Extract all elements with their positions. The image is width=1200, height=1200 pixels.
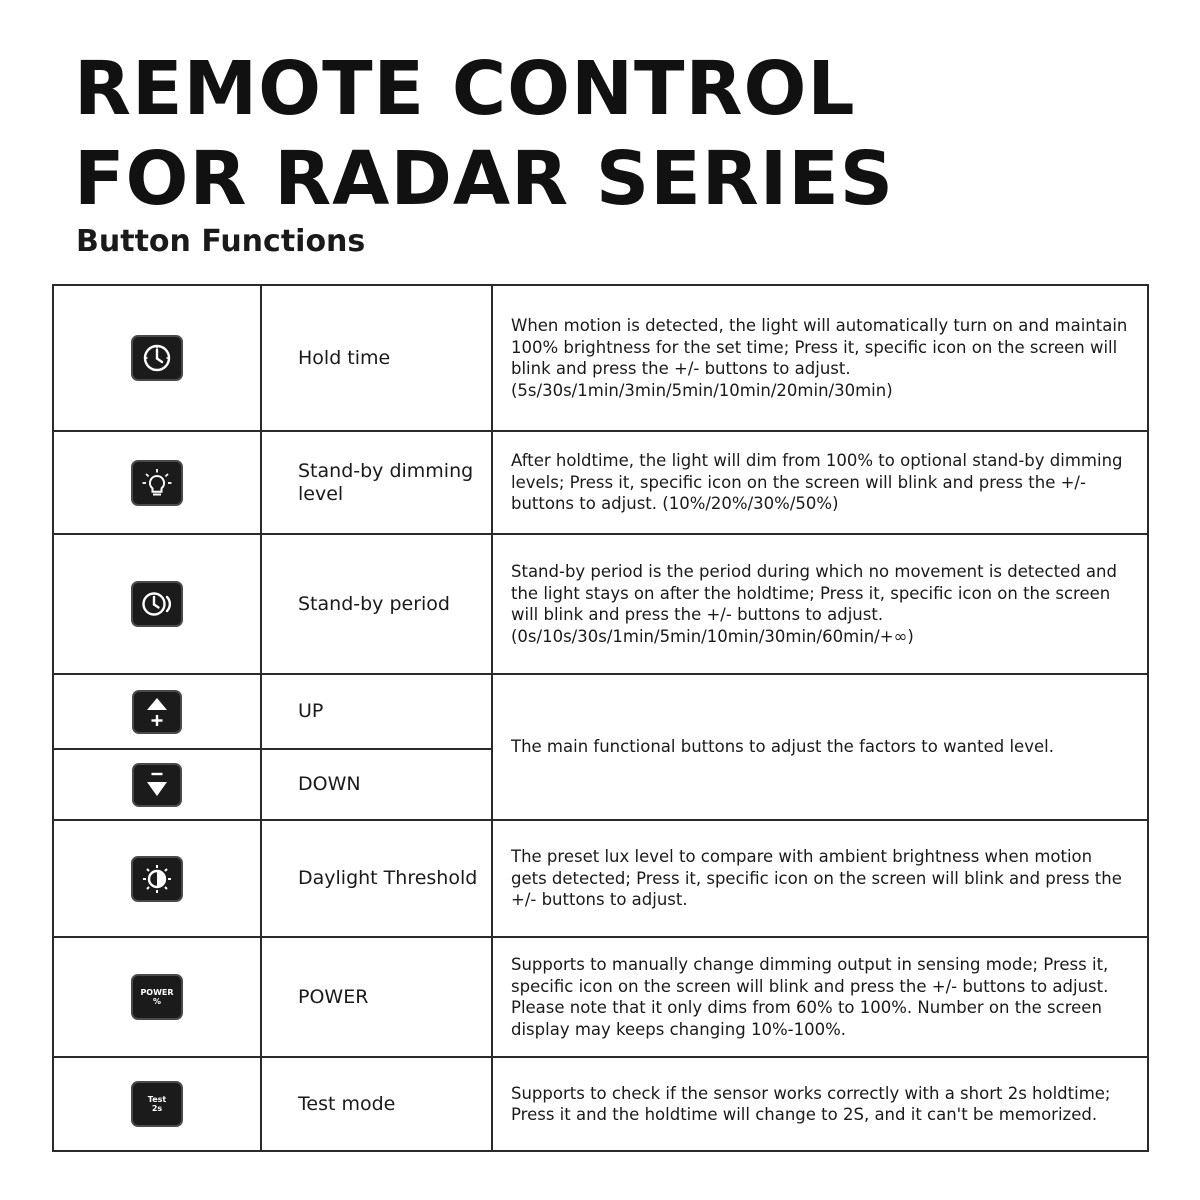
section-subtitle: Button Functions xyxy=(76,224,366,259)
clock-icon xyxy=(131,335,183,381)
button-functions-table xyxy=(52,284,1149,1152)
table-row-test-mode xyxy=(54,1058,1147,1150)
title-line-1: REMOTE CONTROL xyxy=(74,46,856,132)
function-name: UP xyxy=(298,700,324,722)
function-description: The preset lux level to compare with ambient brightness when motion gets detected; Press it, specific icon on the screen will blink and press the +/- buttons to adjust. xyxy=(511,847,1122,910)
icon-cell xyxy=(54,750,260,819)
table-row-power xyxy=(54,938,1147,1058)
function-description: Supports to check if the sensor works correctly with a short 2s holdtime; Press it and the holdtime will change to 2S, and it can't be memorized. xyxy=(511,1083,1111,1124)
function-name: Daylight Threshold xyxy=(298,867,478,889)
table-row-standby-period xyxy=(54,535,1147,675)
function-name: Stand-by period xyxy=(298,592,450,615)
icon-cell xyxy=(54,286,260,430)
function-description: Supports to manually change dimming output in sensing mode; Press it, specific icon on the screen will blink and press the +/- buttons to adjust. Please note that it only dims from 60% to 100%. Number on the screen display may keeps changing 10%-100%. xyxy=(511,955,1109,1039)
light-bulb-icon xyxy=(131,460,183,506)
standby-clock-icon xyxy=(131,581,183,627)
function-description: Stand-by period is the period during which no movement is detected and the light stays on after the holdtime; Press it, specific icon on the screen will blink and press the +/- buttons to adjust. (0s/10s/30s/1min/5min/10min/30min/60min/+∞) xyxy=(511,562,1117,646)
icon-cell xyxy=(54,938,260,1056)
column-divider xyxy=(491,286,493,1150)
function-description: When motion is detected, the light will automatically turn on and maintain 100% brightness for the set time; Press it, specific icon on the screen will blink and press the +/- buttons to adjust. (5s/30s/1min/3min/5min/10min/20min/30min) xyxy=(511,316,1128,400)
function-name: DOWN xyxy=(298,773,361,795)
function-name: Stand-by dimming level xyxy=(298,459,474,505)
table-row-daylight-threshold xyxy=(54,821,1147,938)
table-row-standby-dimming xyxy=(54,432,1147,535)
table-row-up-down xyxy=(54,675,1147,821)
page-title xyxy=(74,44,894,224)
icon-cell xyxy=(54,675,260,748)
function-name: Hold time xyxy=(298,346,391,369)
title-line-2: FOR RADAR SERIES xyxy=(74,136,895,222)
icon-label-line-2: % xyxy=(152,997,161,1006)
icon-cell xyxy=(54,1058,260,1150)
table-row-hold-time xyxy=(54,286,1147,432)
up-plus-icon xyxy=(132,690,182,734)
power-percent-icon xyxy=(131,974,183,1020)
icon-label-line-1: Test xyxy=(147,1095,167,1104)
icon-label-line-1: POWER xyxy=(140,988,174,997)
function-name: POWER xyxy=(298,985,369,1008)
test-2s-icon xyxy=(131,1081,183,1127)
function-name: Test mode xyxy=(298,1092,396,1115)
column-divider xyxy=(260,286,262,1150)
daylight-threshold-icon xyxy=(131,856,183,902)
icon-cell xyxy=(54,821,260,936)
function-description: After holdtime, the light will dim from 100% to optional stand-by dimming levels; Press it, specific icon on the screen will blink and press the +/-buttons to adjust. (10%/20%/30%/50%) xyxy=(511,451,1123,514)
icon-cell xyxy=(54,535,260,673)
icon-label-line-2: 2s xyxy=(151,1104,163,1113)
icon-cell xyxy=(54,432,260,533)
function-description: The main functional buttons to adjust the factors to wanted level. xyxy=(511,737,1054,757)
down-minus-icon xyxy=(132,763,182,807)
